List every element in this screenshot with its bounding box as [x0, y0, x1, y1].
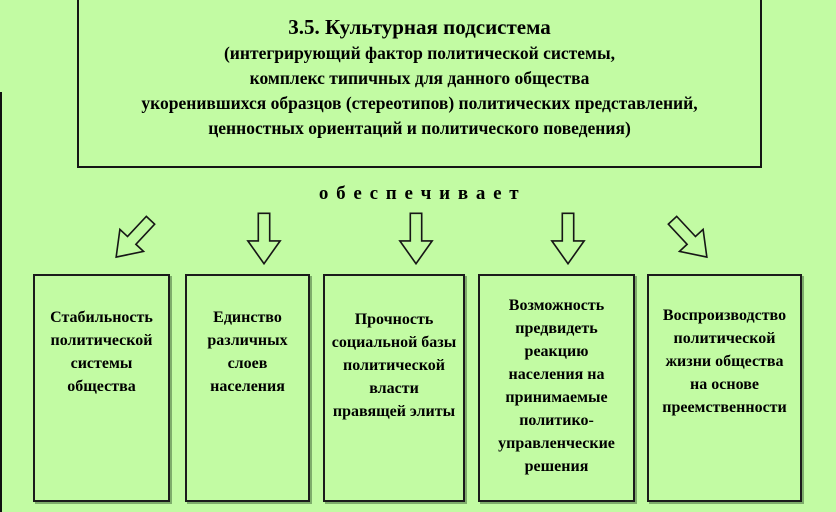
- outcome-text: Прочность социальной базы политической власти правящей элиты: [331, 311, 457, 421]
- page-edge-line: [0, 92, 2, 512]
- title-subtitle-line-1: (интегрирующий фактор политической системы,: [223, 43, 616, 64]
- down-right-arrow-icon: [658, 206, 723, 271]
- outcome-text: Воспроизводство политической жизни общества на основе преемственности: [662, 307, 787, 417]
- title-subtitle-line-4: ценностных ориентаций и политического поведения): [208, 117, 631, 138]
- down-arrow-icon: [549, 212, 587, 266]
- outcome-box-foresight: [478, 274, 635, 502]
- enables-label: о б е с п е ч и в а е т: [318, 183, 521, 204]
- down-arrow-icon: [397, 212, 435, 266]
- title-subtitle-line-2: комплекс типичных для данного общества: [249, 68, 590, 89]
- down-left-arrow-icon: [101, 206, 166, 271]
- down-arrow-icon: [245, 212, 283, 266]
- outcome-text: Возможность предвидеть реакцию населения на принимаемые политико-управленческие решения: [498, 297, 615, 476]
- title-heading: 3.5. Культурная подсистема: [288, 15, 551, 39]
- outcome-box-stability: [33, 274, 170, 502]
- title-subtitle-line-3: укоренившихся образцов (стереотипов) политических представлений,: [141, 93, 698, 114]
- title-box: [77, 0, 762, 168]
- outcome-box-unity: [185, 274, 310, 502]
- outcome-text: Стабильность политической системы общества: [50, 309, 153, 396]
- outcome-text: Единство различных слоев населения: [207, 309, 288, 396]
- outcome-box-reproduction: [647, 274, 802, 502]
- outcome-box-strength: [323, 274, 465, 502]
